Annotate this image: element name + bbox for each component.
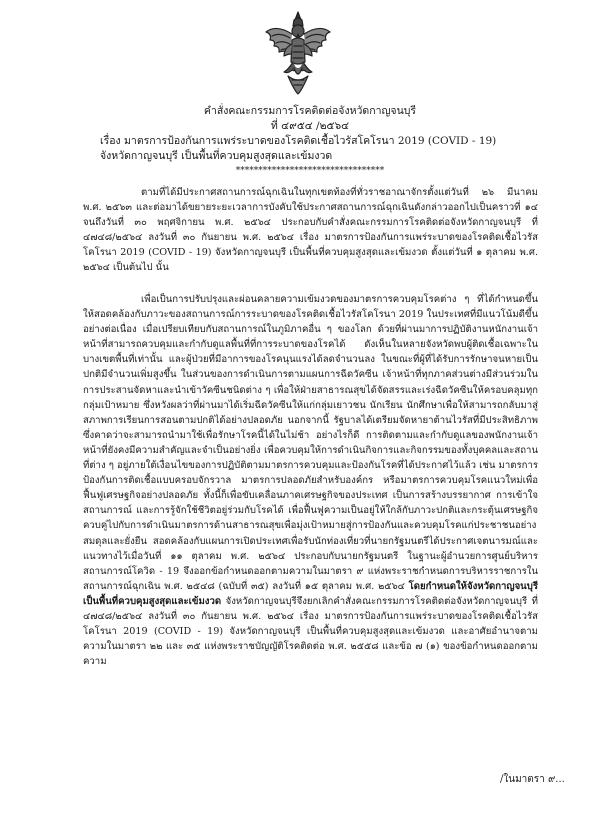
paragraph-2	[83, 292, 538, 669]
paragraph-1	[83, 185, 538, 276]
subject-line-2: จังหวัดกาญจนบุรี เป็นพื้นที่ควบคุมสูงสุดและเข้มงวด	[100, 150, 333, 162]
paragraph-1-text: ตามที่ได้มีประกาศสถานการณ์ฉุกเฉินในทุกเขตท้องที่ทั่วราชอาณาจักรตั้งแต่วันที่ ๒๖ มีนาคม พ.ศ. ๒๕๖๓ และต่อมาได้ขยายระยะเวลาการบังคับใช้ประกาศสถานการณ์ฉุกเฉินดังกล่าวออกไปเป็นคราวที่ ๑๔ จนถึงวันที่ ๓๐ พฤศจิกายน พ.ศ. ๒๕๖๔ ประกอบกับคำสั่งคณะกรรมการโรคติดต่อจังหวัดกาญจนบุรี ที่ ๔๗๔๘/๒๕๖๔ ลงวันที่ ๓๐ กันยายน พ.ศ. ๒๕๖๔ เรื่อง มาตรการป้องกันการแพร่ระบาดของโรคติดเชื้อไวรัสโคโรนา 2019 (COVID - 19) จังหวัดกาญจนบุรี เป็นพื้นที่ควบคุมสูงสุดและเข้มงวด ตั้งแต่วันที่ ๑ ตุลาคม พ.ศ. ๒๕๖๔ เป็นต้นไป นั้น	[83, 187, 538, 274]
divider-asterisks: *********************************	[235, 166, 385, 176]
order-number: ที่ ๔๙๕๔ /๒๕๖๔	[270, 120, 350, 132]
paragraph-2-part-a: เพื่อเป็นการปรับปรุงและผ่อนคลายความเข้มงวดของมาตรการควบคุมโรคต่าง ๆ ที่ได้กำหนดขึ้นให้สอดคล้องกับภาวะของสถานการณ์การระบาดของโรคติดเชื้อไวรัสโคโรนา 2019 ในประเทศที่มีแนวโน้มดีขึ้นอย่างต่อเนื่อง เมื่อเปรียบเทียบกับสถานการณ์ในภูมิภาคอื่น ๆ ของโลก ด้วยที่ผ่านมาการปฏิบัติงานหนักงานเจ้าหน้าที่สามารถควบคุมและกำกับดูแลพื้นที่ที่การระบาดของโรคได้ ดังเห็นในหลายจังหวัดพบผู้ติดเชื้อเฉพาะในบางเขตพื้นที่เท่านั้น และผู้ป่วยที่มีอาการของโรคนุนแรงได้ลดจำนวนลง ในขณะที่ผู้ที่ได้รับการรักษาจนหายเป็นปกติมีจำนวนเพิ่มสูงขึ้น ในส่วนของการดำเนินการตามแผนการฉีดวัคซีน เจ้าหน้าที่ทุกภาคส่วนต่างมีส่วนร่วมในการประสานจัดหาและนำเข้าวัคซีนชนิดต่าง ๆ เพื่อให้ฝ่ายสาธารณสุขได้จัดสรรและเร่งฉีดวัคซีนให้ครอบคลุมทุกกลุ่มเป้าหมาย ซึ่งหวังผลว่าที่ผ่านมาได้เริ่มฉีดวัคซีนให้แก่กลุ่มเยาวชน นักเรียน นักศึกษาเพื่อให้สามารถกลับมาสู่สภาพการเรียนการสอนตามปกติได้อย่างปลอดภัย นอกจากนี้ รัฐบาลได้เตรียมจัดหายาต้านไวรัสที่มีประสิทธิภาพซึ่งคาดว่าจะสามารถนำมาใช้เพื่อรักษาโรคนี้ได้ในไม่ช้า อย่างไรก็ดี การติดตามและกำกับดูแลของพนักงานเจ้าหน้าที่ยังคงมีความสำคัญและจำเป็นอย่างยิ่ง เพื่อควบคุมให้การดำเนินกิจการและกิจกรรมของทั้งบุคคลและสถานที่ต่าง ๆ อยู่ภายใต้เงื่อนไขของการปฏิบัติตามมาตรการควบคุมและป้องกันโรคที่ได้ประกาศไว้แล้ว เช่น มาตรการป้องกันการติดเชื้อแบบครอบจักรวาล มาตรการปลอดภัยสำหรับองค์กร หรือมาตรการควบคุมโรคแนวใหม่เพื่อฟื้นฟูเศรษฐกิจอย่างปลอดภัย ทั้งนี้ก็เพื่อขับเคลื่อนภาคเศรษฐกิจของประเทศ เป็นการสร้างบรรยากาศ การเข้าใจสถานการณ์ และการรู้จักใช้ชีวิตอยู่ร่วมกับโรคได้ เพื่อฟื้นฟูความเป็นอยู่ให้ใกล้กับภาวะปกติและกระตุ้นเศรษฐกิจควบคู่ไปกับการดำเนินมาตรการด้านสาธารณสุขเพื่อมุ่งเป้าหมายสู่การป้องกันและควบคุมโรคแก่ประชาชนอย่างสมดุลและยั่งยืน สอดคล้องกับแผนการเปิดประเทศเพื่อรับนักท่องเที่ยวที่นายกรัฐมนตรีได้ประกาศเจตนารมณ์และแนวทางไว้เมื่อวันที่ ๑๑ ตุลาคม พ.ศ. ๒๕๖๔ ประกอบกับนายกรัฐมนตรี ในฐานะผู้อำนวยการศูนย์บริหารสถานการณ์โควิด - 19 จึงออกข้อกำหนดออกตามความในมาตรา ๙ แห่งพระราชกำหนดการบริหารราชการในสถานการณ์ฉุกเฉิน พ.ศ. ๒๕๔๘ (ฉบับที่ ๓๕) ลงวันที่ ๑๕ ตุลาคม พ.ศ. ๒๕๖๔	[83, 294, 538, 592]
garuda-emblem-icon	[262, 10, 334, 96]
paragraph-2-bold: โดยกำหนดให้จังหวัดกาญจนบุรี เป็นพื้นที่ควบคุมสูงสุดและเข้มงวด	[83, 580, 538, 607]
subject-line-1: เรื่อง มาตรการป้องกันการแพร่ระบาดของโรคติดเชื้อไวรัสโคโรนา 2019 (COVID - 19)	[100, 135, 497, 147]
paragraph-2-part-b: จังหวัดกาญจนบุรีจึงยกเลิกคำสั่งคณะกรรมการโรคติดต่อจังหวัดกาญจนบุรี ที่ ๔๗๔๘/๒๕๖๔ ลงวันที่ ๓๐ กันยายน พ.ศ. ๒๕๖๔ เรื่อง มาตรการป้องกันการแพร่ระบาดของโรคติดเชื้อไวรัสโคโรนา 2019 (COVID - 19) จังหวัดกาญจนบุรี เป็นพื้นที่ควบคุมสูงสุดและเข้มงวด และอาศัยอำนาจตามความในมาตรา ๒๒ และ ๓๕ แห่งพระราชบัญญัติโรคติดต่อ พ.ศ. ๒๕๕๘ และข้อ ๗ (๑) ของข้อกำหนดออกตามความ	[83, 595, 538, 668]
continuation-marker: /ในมาตรา ๙...	[500, 774, 565, 785]
order-title: คำสั่งคณะกรรมการโรคติดต่อจังหวัดกาญจนบุรี	[203, 105, 417, 117]
paragraph-2-text	[83, 292, 538, 669]
